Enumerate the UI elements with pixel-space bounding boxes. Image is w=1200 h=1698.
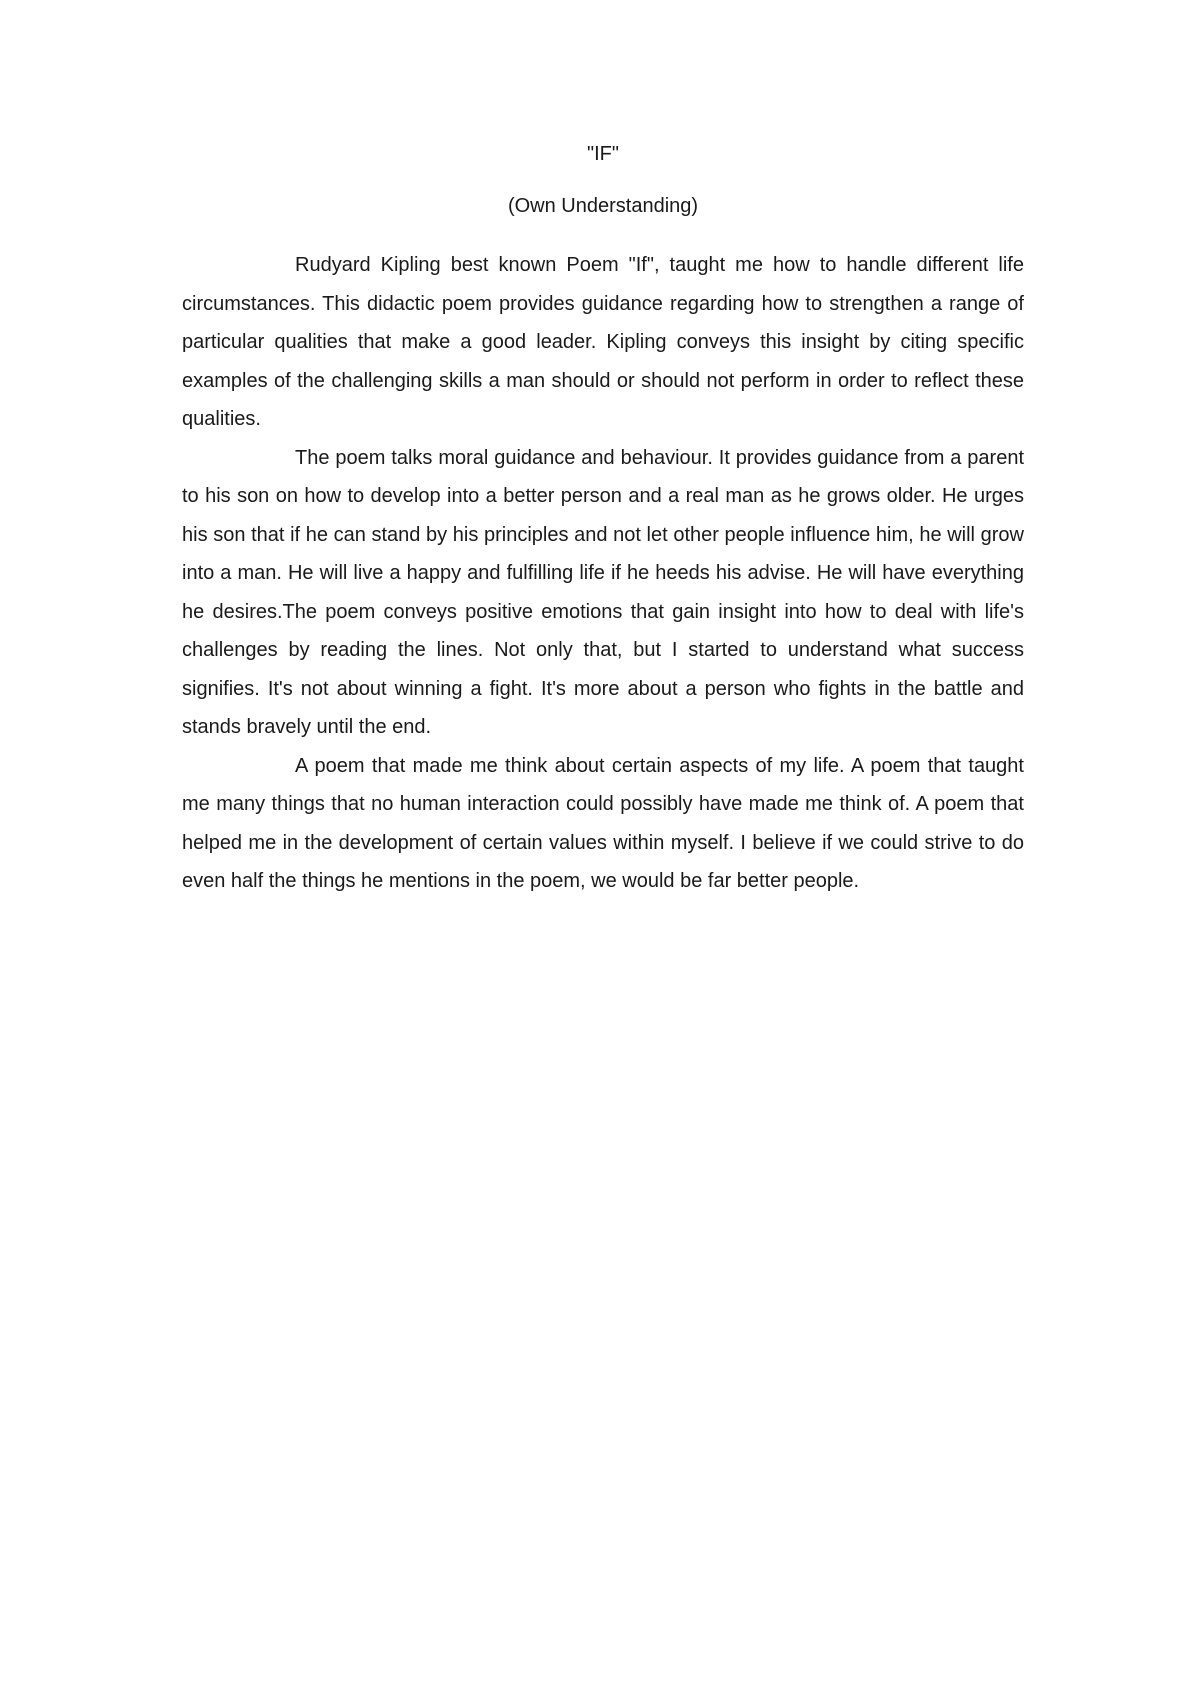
paragraph-3: A poem that made me think about certain aspects of my life. A poem that taught me many things that no human interaction could possibly have made me think of. A poem that helped me in the development of certain values within myself. I believe if we could strive to do even half the things he mentions in the poem, we would be far better people. <box>182 754 1024 892</box>
document-title: "IF" <box>587 143 619 165</box>
paragraph-1: Rudyard Kipling best known Poem "If", taught me how to handle different life circumstances. This didactic poem provides guidance regarding how to strengthen a range of particular qualities that make a good leader. Kipling conveys this insight by citing specific examples of the challenging skills a man should or should not perform in order to reflect these qualities. <box>182 254 1024 430</box>
document-body <box>182 246 1024 901</box>
paragraph-2: The poem talks moral guidance and behaviour. It provides guidance from a parent to his son on how to develop into a better person and a real man as he grows older. He urges his son that if he can stand by his principles and not let other people influence him, he will grow into a man. He will live a happy and fulfilling life if he heeds his advise. He will have everything he desires.The poem conveys positive emotions that gain insight into how to deal with life's challenges by reading the lines. Not only that, but I started to understand what success signifies. It's not about winning a fight. It's more about a person who fights in the battle and stands bravely until the end. <box>182 446 1024 738</box>
document-subtitle: (Own Understanding) <box>507 195 699 217</box>
document-content <box>182 140 1024 901</box>
